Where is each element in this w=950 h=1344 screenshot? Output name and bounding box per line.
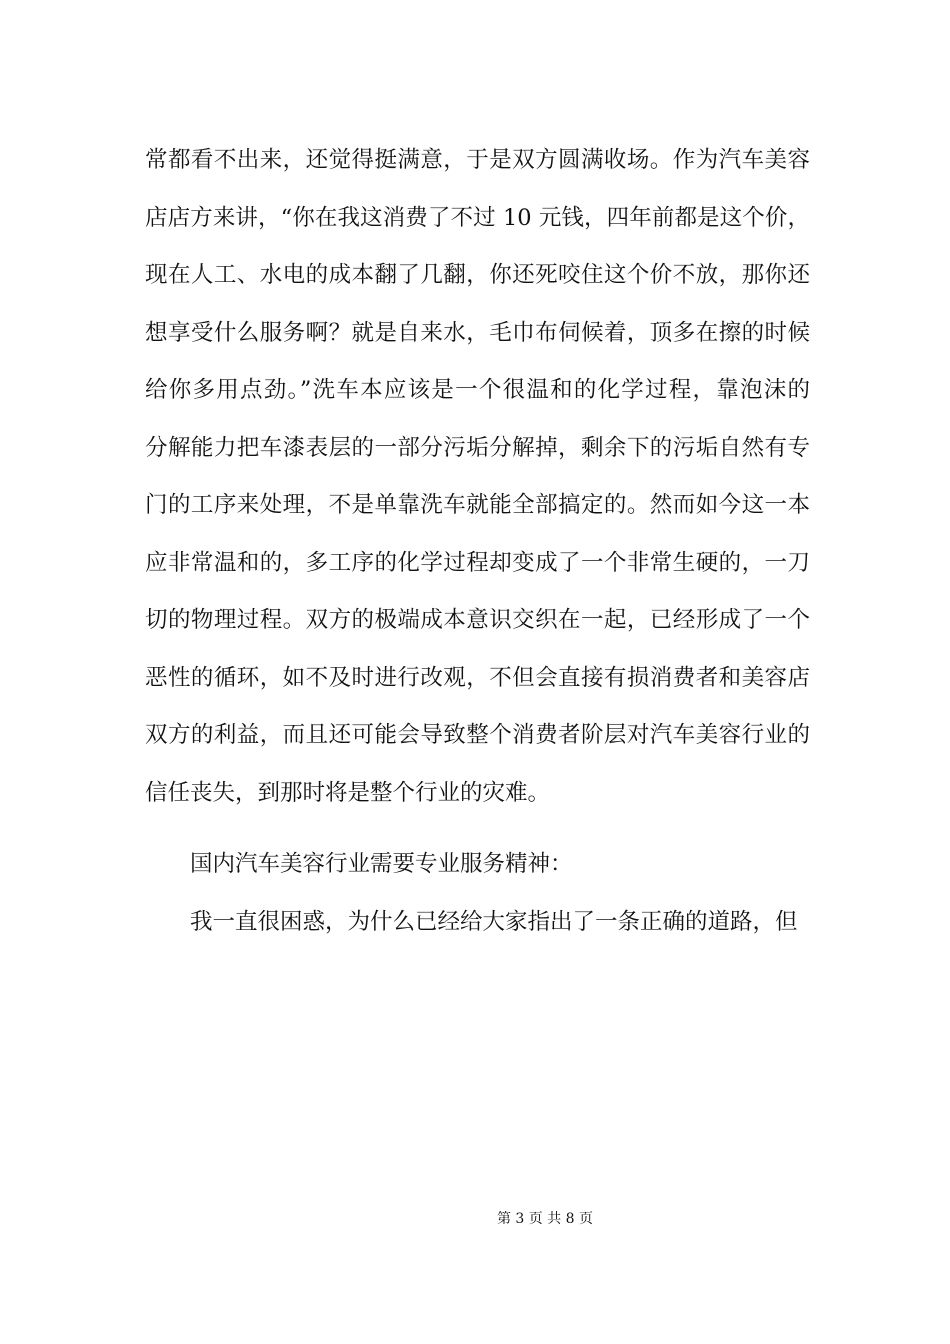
- text-line-11: 双方的利益，而且还可能会导致整个消费者阶层对汽车美容行业的: [145, 722, 810, 748]
- document-body: [145, 132, 810, 951]
- paragraph-start: 我一直很困惑，为什么已经给大家指出了一条正确的道路，但: [190, 908, 798, 935]
- text-line-12: 信任丧失，到那时将是整个行业的灾难。: [145, 779, 551, 806]
- text-line-1: 常都看不出来，还觉得挺满意，于是双方圆满收场。作为汽车美容: [145, 147, 810, 173]
- text-line-6: 分解能力把车漆表层的一部分污垢分解掉，剩余下的污垢自然有专: [145, 434, 810, 461]
- text-line-4: 想享受什么服务啊？就是自来水，毛巾布伺候着，顶多在擦的时候: [145, 319, 810, 346]
- text-line-10: 恶性的循环，如不及时进行改观，不但会直接有损消费者和美容店: [145, 664, 810, 691]
- text-line-8: 应非常温和的，多工序的化学过程却变成了一个非常生硬的，一刀: [145, 549, 810, 576]
- text-line-3: 现在人工、水电的成本翻了几翻，你还死咬住这个价不放，那你还: [145, 262, 810, 288]
- page-footer: [0, 1208, 950, 1228]
- text-line-7: 门的工序来处理，不是单靠洗车就能全部搞定的。然而如今这一本: [145, 492, 810, 518]
- text-line-9: 切的物理过程。双方的极端成本意识交织在一起，已经形成了一个: [145, 607, 810, 633]
- page-number-text: 第 3 页 共 8 页: [496, 1211, 594, 1227]
- section-heading: 国内汽车美容行业需要专业服务精神：: [190, 851, 573, 877]
- text-line-2: 店店方来讲，“你在我这消费了不过 10 元钱，四年前都是这个价，: [145, 204, 810, 231]
- text-line-5: 给你多用点劲。”洗车本应该是一个很温和的化学过程，靠泡沫的: [145, 377, 810, 403]
